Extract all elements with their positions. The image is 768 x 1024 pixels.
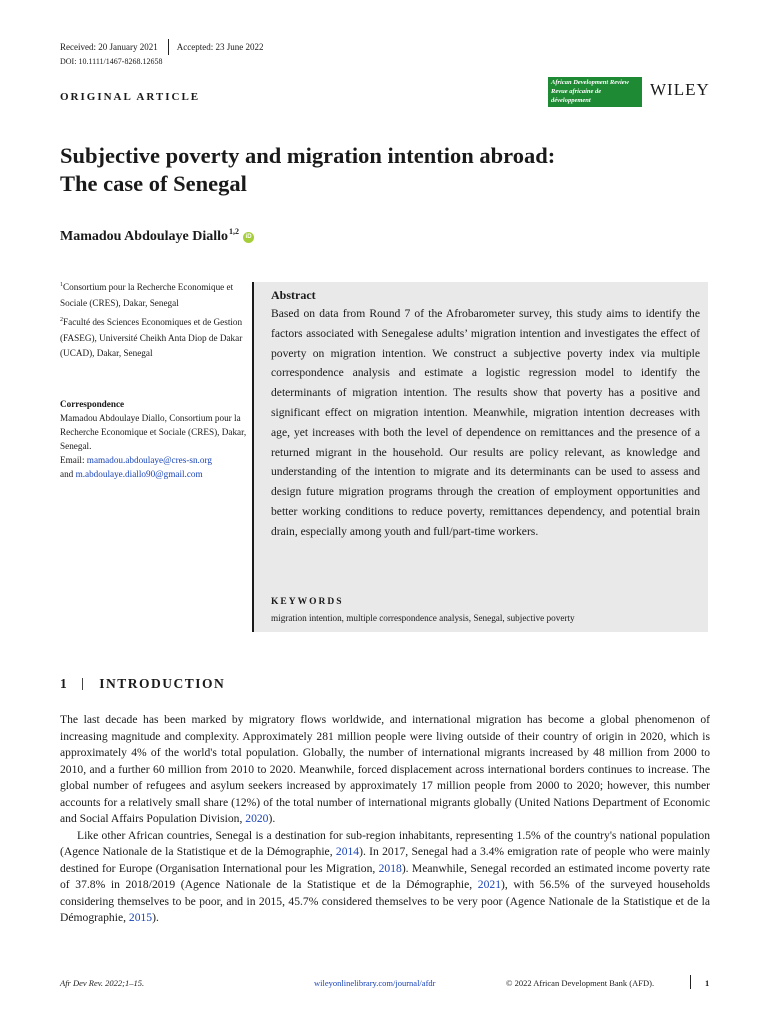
page-number: 1 xyxy=(705,978,710,988)
affiliation-text: Consortium pour la Recherche Economique et Sociale (CRES), Dakar, Senegal xyxy=(60,282,234,308)
correspondence-email-line-2 xyxy=(60,467,250,481)
email-link-2[interactable]: m.abdoulaye.diallo90@gmail.com xyxy=(75,469,203,479)
paragraph-2 xyxy=(60,828,710,927)
publisher-logo: WILEY xyxy=(650,80,710,99)
doi: DOI: 10.1111/1467-8268.12658 xyxy=(60,57,163,66)
email-prefix: Email: xyxy=(60,455,87,465)
section-number: 1 xyxy=(60,676,69,691)
affiliation-mark: 1 xyxy=(60,282,63,288)
citation-link[interactable]: 2018 xyxy=(378,861,402,875)
affiliation-mark: 2 xyxy=(60,317,63,324)
paper-title xyxy=(60,142,700,198)
article-type: ORIGINAL ARTICLE xyxy=(60,91,201,103)
citation-link[interactable]: 2014 xyxy=(335,845,360,858)
citation-link[interactable]: 2021 xyxy=(477,878,501,891)
date-separator xyxy=(168,39,169,55)
email-and: and xyxy=(60,469,76,479)
section-title: INTRODUCTION xyxy=(99,676,226,691)
journal-logo-line2: Revue africaine de développement xyxy=(551,88,602,104)
paragraph-text: Like other African countries, Senegal is a destination for sub-region inhabitants, representing 1.5% of the country's national population (Agence Nationale de la Statistique et de la Démographie, xyxy=(60,828,710,858)
section-divider xyxy=(82,678,83,690)
abstract-heading: Abstract xyxy=(271,288,316,302)
section-heading xyxy=(60,676,225,692)
accepted-date: Accepted: 23 June 2022 xyxy=(176,42,264,52)
paragraph-text: ). xyxy=(268,812,276,825)
journal-logo-line1: African Development Review xyxy=(551,79,629,86)
correspondence xyxy=(60,397,250,481)
body-text xyxy=(60,712,710,927)
keywords-heading: KEYWORDS xyxy=(271,597,344,607)
email-link-1[interactable]: mamadou.abdoulaye@cres-sn.org xyxy=(86,455,212,465)
keywords-text: migration intention, multiple correspondence analysis, Senegal, subjective poverty xyxy=(271,613,575,623)
paragraph-1 xyxy=(60,712,710,828)
paragraph-text: ). In 2017, Senegal had a 3.4% emigration rate of people who were mainly destined for Europe (Organisation International pour les Migration, xyxy=(60,845,710,875)
abstract-text: Based on data from Round 7 of the Afrobarometer survey, this study aims to identify the factors associated with Senegalese adults’ migration intention and investigates the effect of poverty on migration intention. We construct a subjective poverty index via multiple correspondence analysis and estimate a logistic regression model to identify the determinants of migration intention. The results show that poverty has a positive and significant effect on migration intention. Meanwhile, migration intention decreases with age, yet increases with both the level of dependence on remittances and the presence of a returned migrant in the household. Our results are policy relevant, as knowledge and understanding of the intention to migrate and its determinants can be used to assess and design future migration programs through the creation of employment opportunities and better working conditions to reduce poverty, remittances dependency, and potential brain drain, especially among youth and full/part-time workers. xyxy=(271,307,700,538)
affiliation-text: Faculté des Sciences Economiques et de Gestion (FASEG), Université Cheikh Anta Diop de Dakar (UCAD), Dakar, Senegal xyxy=(60,317,243,359)
affiliation-2 xyxy=(60,313,245,362)
paragraph-text: ), with 56.5% of the surveyed households considering themselves to be poor, and in 2015, 45.7% considered themselves to be very poor (Agence Nationale de la Statistique et de la Démographie, xyxy=(60,878,710,924)
orcid-icon[interactable]: iD xyxy=(243,232,254,243)
author-affil-marks: 1,2 xyxy=(229,227,240,236)
correspondence-email-line xyxy=(60,453,250,467)
citation-link[interactable]: 2020 xyxy=(245,812,269,825)
paragraph-text: ). Meanwhile, Senegal recorded an estimated income poverty rate of 37.8% in 2018/2019 (Agence Nationale de la Statistique et de la Démographie, xyxy=(60,861,710,891)
affiliation-1 xyxy=(60,278,245,311)
citation-link[interactable]: 2015 xyxy=(128,911,153,924)
journal-logo xyxy=(548,77,642,110)
author-name: Mamadou Abdoulaye Diallo xyxy=(60,229,229,244)
affiliations xyxy=(60,278,245,364)
footer-journal-ref: Afr Dev Rev. 2022;1–15. xyxy=(60,978,145,988)
paragraph-text: The last decade has been marked by migratory flows worldwide, and international migration has become a global phenomenon of increasing magnitude and complexity. Approximately 281 million people were living outside of their country of origin in 2020, which is approximately 4% of the world's total population. Globally, the number of international migrants increased by 48 million from 2000 to 2010, and a further 60 million from 2010 to 2020. Meanwhile, forced displacement across international borders continues to increase. The global number of refugees and asylum seekers increased by approximately 17 million people from 2000 to 2020; however, this number accounts for a relatively small share (12%) of the total number of international migrants globally (United Nations Department of Economic and Social Affairs Population Division, xyxy=(60,713,710,825)
paper-title-line1: Subjective poverty and migration intention abroad: xyxy=(60,143,556,168)
journal-logo-fineprint: ———— xyxy=(609,105,625,110)
author-line xyxy=(60,229,254,245)
footer-copyright: © 2022 African Development Bank (AFD). xyxy=(506,978,655,988)
received-date: Received: 20 January 2021 xyxy=(60,42,158,52)
footer-separator xyxy=(690,975,691,989)
footer-url[interactable]: wileyonlinelibrary.com/journal/afdr xyxy=(314,978,436,988)
article-dates xyxy=(60,39,263,55)
paragraph-text: ). xyxy=(152,911,159,924)
paper-title-line2: The case of Senegal xyxy=(60,171,247,196)
correspondence-text: Mamadou Abdoulaye Diallo, Consortium pour la Recherche Economique et Sociale (CRES), Dakar, Senegal. xyxy=(60,413,247,451)
correspondence-heading: Correspondence xyxy=(60,399,125,409)
